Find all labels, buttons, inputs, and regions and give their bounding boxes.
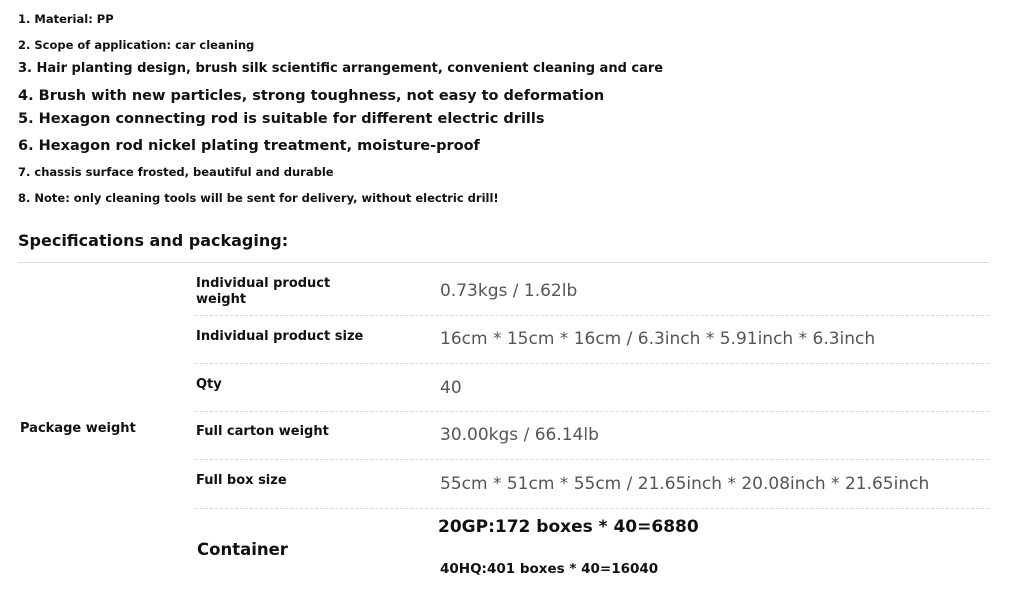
- feature-item: 1. Material: PP: [18, 12, 114, 26]
- container-40hq: 40HQ:401 boxes * 40=16040: [440, 561, 659, 577]
- section-title: Specifications and packaging:: [18, 231, 289, 250]
- row-divider: [195, 315, 989, 316]
- row-label: Full carton weight: [196, 424, 329, 439]
- row-value: 55cm * 51cm * 55cm / 21.65inch * 20.08inch * 21.65inch: [440, 474, 930, 494]
- package-weight-label: Package weight: [20, 421, 136, 436]
- divider: [18, 262, 989, 263]
- feature-item: 6. Hexagon rod nickel plating treatment, moisture-proof: [18, 138, 480, 154]
- row-label: Full box size: [196, 473, 287, 488]
- feature-item: 4. Brush with new particles, strong toughness, not easy to deformation: [18, 88, 605, 104]
- feature-item: 7. chassis surface frosted, beautiful and durable: [18, 165, 334, 179]
- row-divider: [195, 411, 989, 412]
- row-divider: [195, 363, 989, 364]
- feature-item: 8. Note: only cleaning tools will be sent for delivery, without electric drill!: [18, 191, 499, 205]
- row-label: Individual product weight: [196, 276, 331, 307]
- row-value: 16cm * 15cm * 16cm / 6.3inch * 5.91inch * 6.3inch: [440, 329, 876, 349]
- row-value: 0.73kgs / 1.62lb: [440, 281, 578, 301]
- row-value: 30.00kgs / 66.14lb: [440, 425, 599, 445]
- container-20gp: 20GP:172 boxes * 40=6880: [438, 517, 699, 537]
- row-label: Qty: [196, 377, 222, 392]
- feature-item: 5. Hexagon connecting rod is suitable for different electric drills: [18, 111, 545, 127]
- feature-item: 2. Scope of application: car cleaning: [18, 38, 255, 52]
- row-divider: [195, 459, 989, 460]
- feature-item: 3. Hair planting design, brush silk scientific arrangement, convenient cleaning and care: [18, 61, 664, 76]
- row-label: Individual product size: [196, 329, 364, 344]
- row-value: 40: [440, 378, 462, 398]
- container-label: Container: [197, 540, 288, 559]
- row-divider: [195, 508, 989, 509]
